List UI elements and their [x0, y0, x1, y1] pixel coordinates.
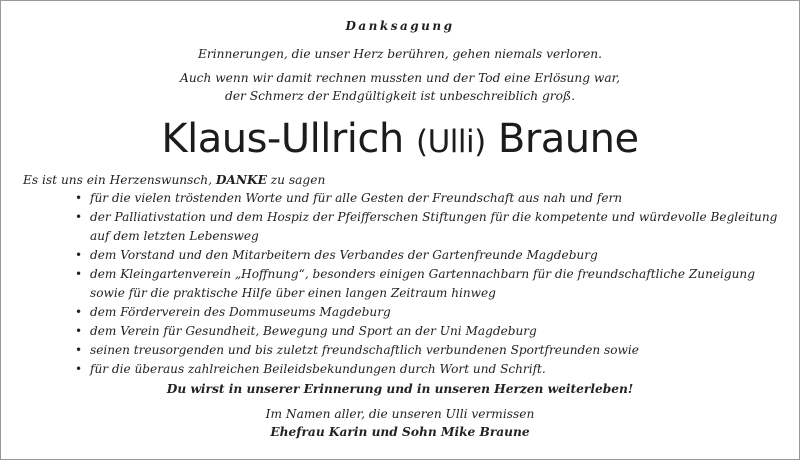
bullet-icon: •	[75, 305, 83, 319]
list-item	[75, 189, 785, 208]
list-item	[75, 246, 785, 265]
heading: Danksagung	[345, 19, 455, 33]
list-item-text: der Palliativstation und dem Hospiz der Pfeifferschen Stiftungen für die kompetente und würdevolle Begleitung auf dem letzten Lebensweg	[90, 210, 778, 243]
list-item	[75, 208, 785, 246]
bullet-icon: •	[75, 248, 83, 262]
list-item	[75, 322, 785, 341]
thanks-prefix: Es ist uns ein Herzenswunsch,	[23, 173, 212, 187]
thanks-intro	[23, 171, 325, 190]
bullet-icon: •	[75, 362, 83, 376]
deceased-name	[1, 114, 799, 167]
intro-line-2: Auch wenn wir damit rechnen mussten und der Tod eine Erlösung war,	[180, 71, 620, 85]
bullet-icon: •	[75, 267, 83, 281]
bullet-icon: •	[75, 324, 83, 338]
list-item-text: dem Kleingartenverein „Hoffnung“, besonders einigen Gartennachbarn für die freundschaftliche Zuneigung sowie für die praktische Hilfe über einen langen Zeitraum hinweg	[90, 267, 755, 300]
intro-line-1: Erinnerungen, die unser Herz berühren, gehen niemals verloren.	[198, 47, 602, 61]
bullet-icon: •	[75, 210, 83, 224]
thanks-list	[75, 189, 785, 379]
list-item	[75, 341, 785, 360]
signature-names: Ehefrau Karin und Sohn Mike Braune	[270, 425, 530, 439]
name-nickname: (Ulli)	[415, 124, 486, 160]
bullet-icon: •	[75, 343, 83, 357]
name-last: Braune	[497, 116, 639, 162]
list-item	[75, 360, 785, 379]
list-item-text: dem Förderverein des Dommuseums Magdeburg	[90, 305, 391, 319]
list-item	[75, 265, 785, 303]
name-first: Klaus-Ullrich	[161, 116, 404, 162]
signature-intro: Im Namen aller, die unseren Ulli vermissen	[265, 407, 535, 421]
thanks-emphasis: DANKE	[215, 173, 267, 187]
list-item	[75, 303, 785, 322]
list-item-text: dem Vorstand und den Mitarbeitern des Verbandes der Gartenfreunde Magdeburg	[90, 248, 598, 262]
intro-line-3: der Schmerz der Endgültigkeit ist unbeschreiblich groß.	[225, 89, 575, 103]
list-item-text: seinen treusorgenden und bis zuletzt freundschaftlich verbundenen Sportfreunden sowie	[90, 343, 639, 357]
closing-line: Du wirst in unserer Erinnerung und in unseren Herzen weiterleben!	[166, 382, 634, 396]
list-item-text: dem Verein für Gesundheit, Bewegung und Sport an der Uni Magdeburg	[90, 324, 537, 338]
list-item-text: für die vielen tröstenden Worte und für alle Gesten der Freundschaft aus nah und fern	[90, 191, 623, 205]
list-item-text: für die überaus zahlreichen Beileidsbekundungen durch Wort und Schrift.	[90, 362, 546, 376]
bullet-icon: •	[75, 191, 83, 205]
thanks-suffix: zu sagen	[270, 173, 326, 187]
